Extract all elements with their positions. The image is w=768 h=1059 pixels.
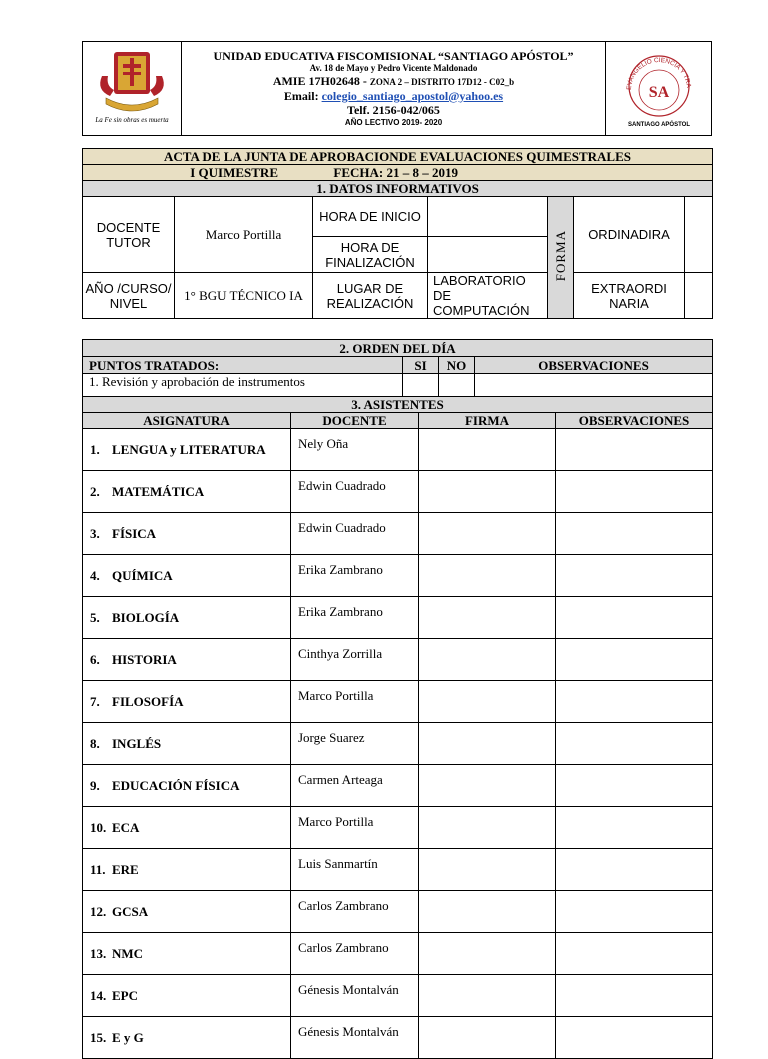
observations-field[interactable] — [556, 849, 713, 891]
lugar-value: LABORATORIO DE COMPUTACIÓN — [428, 273, 548, 319]
quimestre-row — [83, 165, 713, 181]
observations-field[interactable] — [556, 555, 713, 597]
svg-text:EVANGELIO CIENCIA Y TRABAJO: EVANGELIO CIENCIA Y TRA — [625, 56, 692, 91]
signature-field[interactable] — [419, 807, 556, 849]
row-number: 9. — [90, 777, 100, 793]
col-puntos: PUNTOS TRATADOS: — [83, 357, 403, 374]
subject-name: EDUCACIÓN FÍSICA — [112, 777, 240, 793]
signature-field[interactable] — [419, 891, 556, 933]
subject-name: E y G — [112, 1029, 144, 1045]
subject-name: INGLÉS — [112, 735, 162, 751]
teacher-name: Edwin Cuadrado — [291, 513, 419, 555]
signature-field[interactable] — [419, 597, 556, 639]
table-row — [83, 681, 713, 723]
logo-motto: La Fe sin obras es muerta — [95, 116, 169, 124]
table-row — [83, 975, 713, 1017]
subject-cell — [83, 849, 291, 891]
subject-name: NMC — [112, 945, 144, 961]
subject-cell — [83, 1017, 291, 1059]
seal-bottom-text: SANTIAGO APÓSTOL — [627, 122, 690, 128]
table-row — [83, 849, 713, 891]
punto-no-checkbox[interactable] — [439, 374, 475, 399]
school-address: Av. 18 de Mayo y Pedro Vicente Maldonado — [309, 62, 478, 73]
subject-name: MATEMÁTICA — [112, 483, 205, 499]
observations-field[interactable] — [556, 681, 713, 723]
subject-cell — [83, 807, 291, 849]
teacher-name: Génesis Montalván — [291, 1017, 419, 1059]
table-row — [83, 765, 713, 807]
teacher-name: Edwin Cuadrado — [291, 471, 419, 513]
section-2-title: 2. ORDEN DEL DÍA — [83, 340, 713, 357]
school-info — [182, 42, 606, 136]
subject-cell — [83, 429, 291, 471]
subject-cell — [83, 513, 291, 555]
observations-field[interactable] — [556, 933, 713, 975]
table-row — [83, 471, 713, 513]
subject-cell — [83, 681, 291, 723]
subject-cell — [83, 597, 291, 639]
signature-field[interactable] — [419, 765, 556, 807]
teacher-name: Marco Portilla — [291, 807, 419, 849]
teacher-name: Carlos Zambrano — [291, 933, 419, 975]
observations-field[interactable] — [556, 765, 713, 807]
row-number: 13. — [90, 945, 107, 961]
row-number: 5. — [90, 609, 100, 625]
school-year: AÑO LECTIVO 2019- 2020 — [344, 117, 443, 127]
subject-name: GCSA — [112, 903, 149, 919]
teacher-name: Erika Zambrano — [291, 555, 419, 597]
email-line: Email: colegio_santiago_apostol@yahoo.es — [283, 88, 504, 103]
row-number: 7. — [90, 693, 100, 709]
school-logo-cell — [83, 42, 182, 136]
subject-cell — [83, 765, 291, 807]
col-docente: DOCENTE — [291, 413, 419, 429]
teacher-name: Luis Sanmartín — [291, 849, 419, 891]
teacher-name: Carlos Zambrano — [291, 891, 419, 933]
extraordinaria-label: EXTRAORDI NARIA — [574, 273, 685, 319]
punto-item: 1. Revisión y aprobación de instrumentos — [83, 374, 403, 399]
teacher-name: Jorge Suarez — [291, 723, 419, 765]
observations-field[interactable] — [556, 513, 713, 555]
acta-title: ACTA DE LA JUNTA DE APROBACIONDE EVALUACIONES QUIMESTRALES — [83, 149, 713, 165]
teacher-name: Nely Oña — [291, 429, 419, 471]
section-3-title: 3. ASISTENTES — [83, 397, 713, 413]
subject-cell — [83, 471, 291, 513]
observations-field[interactable] — [556, 1017, 713, 1059]
ordinaria-label: ORDINADIRA — [574, 197, 685, 273]
table-row — [83, 933, 713, 975]
quimestre: I QUIMESTRE — [190, 165, 278, 180]
subject-name: EPC — [112, 987, 138, 1003]
observations-field[interactable] — [556, 807, 713, 849]
row-number: 2. — [90, 483, 100, 499]
school-crest-icon — [92, 46, 172, 126]
docente-tutor-label: DOCENTE TUTOR — [83, 197, 175, 273]
signature-field[interactable] — [419, 513, 556, 555]
teacher-name: Carmen Arteaga — [291, 765, 419, 807]
signature-field[interactable] — [419, 555, 556, 597]
col-firma: FIRMA — [419, 413, 556, 429]
seal-cell — [606, 42, 712, 136]
row-number: 1. — [90, 441, 100, 457]
col-observaciones: OBSERVACIONES — [556, 413, 713, 429]
row-number: 14. — [90, 987, 107, 1003]
row-number: 6. — [90, 651, 100, 667]
row-number: 4. — [90, 567, 100, 583]
signature-field[interactable] — [419, 849, 556, 891]
row-number: 8. — [90, 735, 100, 751]
table-row — [83, 723, 713, 765]
observations-field[interactable] — [556, 429, 713, 471]
subject-name: FILOSOFÍA — [112, 693, 184, 709]
table-row — [83, 555, 713, 597]
seal-initials: SA — [648, 84, 669, 101]
signature-field[interactable] — [419, 429, 556, 471]
school-name: UNIDAD EDUCATIVA FISCOMISIONAL “SANTIAGO APÓSTOL” — [213, 48, 574, 63]
row-number: 11. — [90, 861, 106, 877]
hora-fin-label: HORA DE FINALIZACIÓN — [313, 237, 428, 273]
section-1-title: 1. DATOS INFORMATIVOS — [83, 181, 713, 197]
row-number: 12. — [90, 903, 107, 919]
orden-del-dia-table — [82, 339, 713, 399]
amie-line: AMIE 17H02648 - ZONA 2 – DISTRITO 17D12 - C02_b — [272, 73, 515, 88]
hora-fin-field[interactable] — [428, 237, 548, 273]
subject-name: QUÍMICA — [112, 567, 173, 583]
observations-field[interactable] — [556, 639, 713, 681]
table-row — [83, 513, 713, 555]
forma-cell — [548, 197, 574, 319]
anio-value: 1° BGU TÉCNICO IA — [175, 273, 313, 319]
hora-inicio-field[interactable] — [428, 197, 548, 237]
hora-inicio-label: HORA DE INICIO — [313, 197, 428, 237]
subject-cell — [83, 975, 291, 1017]
teacher-name: Cinthya Zorrilla — [291, 639, 419, 681]
anio-label: AÑO /CURSO/ NIVEL — [83, 273, 175, 319]
punto-si-checkbox[interactable] — [403, 374, 439, 399]
col-observaciones: OBSERVACIONES — [475, 357, 713, 374]
row-number: 10. — [90, 819, 107, 835]
docente-tutor-value: Marco Portilla — [175, 197, 313, 273]
teacher-name: Génesis Montalván — [291, 975, 419, 1017]
col-si: SI — [403, 357, 439, 374]
lugar-label: LUGAR DE REALIZACIÓN — [313, 273, 428, 319]
row-number: 15. — [90, 1029, 107, 1045]
subject-cell — [83, 933, 291, 975]
signature-field[interactable] — [419, 639, 556, 681]
asistentes-table — [82, 396, 713, 1059]
signature-field[interactable] — [419, 681, 556, 723]
col-no: NO — [439, 357, 475, 374]
row-number: 3. — [90, 525, 100, 541]
observations-field[interactable] — [556, 597, 713, 639]
extraordinaria-checkbox[interactable] — [685, 273, 713, 319]
seal-icon — [617, 44, 701, 128]
table-row — [83, 1017, 713, 1059]
table-row — [83, 891, 713, 933]
signature-field[interactable] — [419, 471, 556, 513]
teacher-name: Marco Portilla — [291, 681, 419, 723]
table-row — [83, 807, 713, 849]
observations-field[interactable] — [556, 975, 713, 1017]
subject-name: BIOLOGÍA — [112, 609, 180, 625]
subject-cell — [83, 555, 291, 597]
subject-cell — [83, 723, 291, 765]
table-row — [83, 639, 713, 681]
fecha: FECHA: 21 – 8 – 2019 — [333, 165, 458, 180]
subject-name: FÍSICA — [112, 525, 157, 541]
datos-informativos-table — [82, 148, 713, 319]
letterhead — [82, 41, 712, 136]
observations-field[interactable] — [556, 471, 713, 513]
subject-cell — [83, 639, 291, 681]
teacher-name: Erika Zambrano — [291, 597, 419, 639]
observations-field[interactable] — [556, 723, 713, 765]
ordinaria-checkbox[interactable] — [685, 197, 713, 273]
punto-observaciones-field[interactable] — [475, 374, 713, 399]
table-row — [83, 597, 713, 639]
signature-field[interactable] — [419, 1017, 556, 1059]
subject-name: ERE — [112, 861, 139, 877]
signature-field[interactable] — [419, 933, 556, 975]
signature-field[interactable] — [419, 723, 556, 765]
email-link[interactable]: colegio_santiago_apostol@yahoo.es — [321, 88, 504, 103]
observations-field[interactable] — [556, 891, 713, 933]
subject-cell — [83, 891, 291, 933]
forma-label: FORMA — [552, 229, 568, 282]
subject-name: ECA — [112, 819, 140, 835]
subject-name: HISTORIA — [112, 651, 177, 667]
col-asignatura: ASIGNATURA — [83, 413, 291, 429]
phone: Telf. 2156-042/065 — [347, 102, 440, 117]
signature-field[interactable] — [419, 975, 556, 1017]
table-row — [83, 429, 713, 471]
subject-name: LENGUA y LITERATURA — [112, 441, 266, 457]
